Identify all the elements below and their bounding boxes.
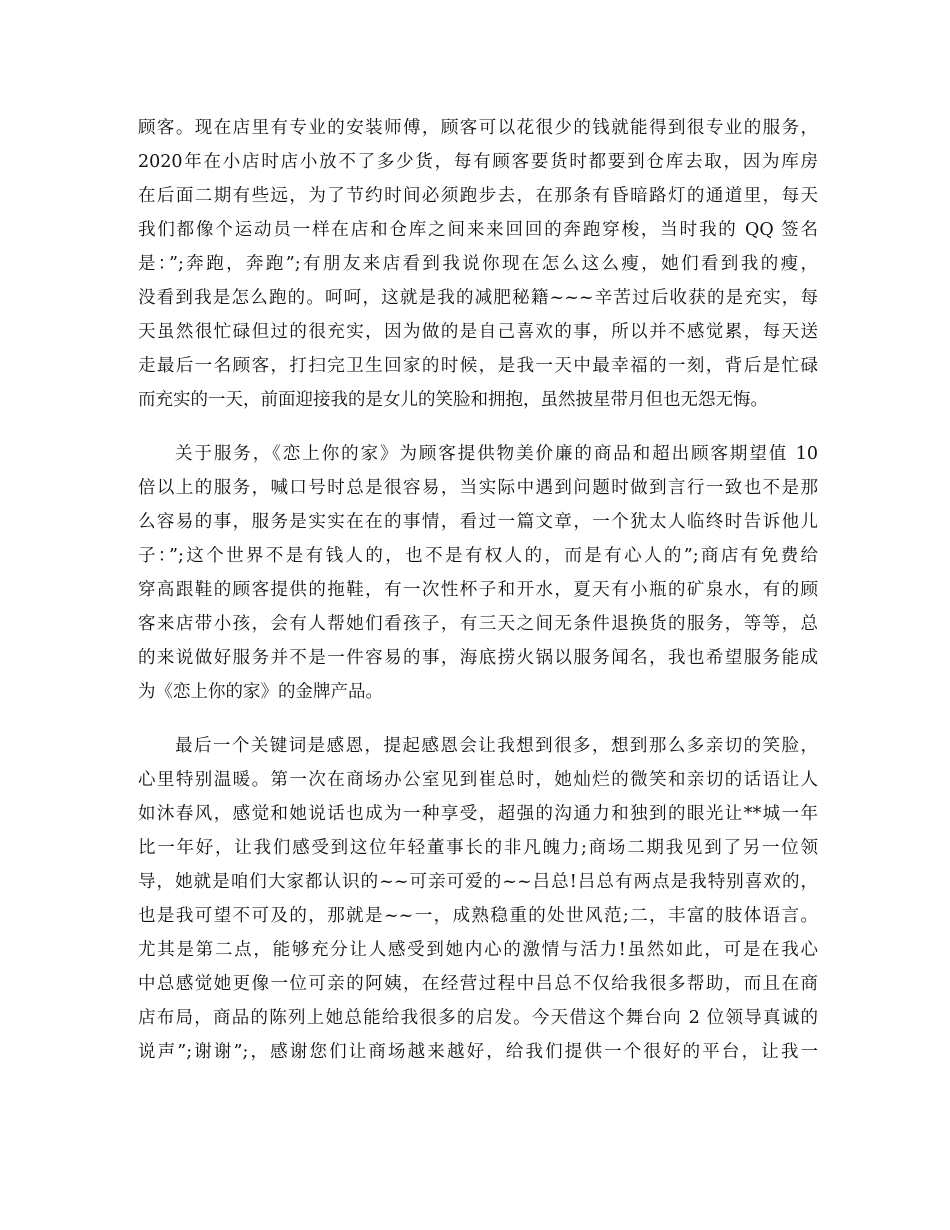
text-line: 顾客。现在店里有专业的安装师傅，顾客可以花很少的钱就能得到很专业的服务， [138, 118, 818, 138]
text-line: 而充实的一天，前面迎接我的是女儿的笑脸和拥抱，虽然披星带月但也无怨无悔。 [138, 390, 768, 410]
text-line: 天虽然很忙碌但过的很充实，因为做的是自己喜欢的事，所以并不感觉累，每天送 [138, 322, 818, 342]
text-line: 尤其是第二点，能够充分让人感受到她内心的激情与活力!虽然如此，可是在我心 [138, 940, 818, 960]
text-line: 客来店带小孩，会有人帮她们看孩子，有三天之间无条件退换货的服务，等等，总 [138, 614, 818, 634]
text-line: 心里特别温暖。第一次在商场办公室见到崔总时，她灿烂的微笑和亲切的话语让人 [138, 770, 818, 790]
text-line: 没看到我是怎么跑的。呵呵，这就是我的减肥秘籍~~~辛苦过后收获的是充实，每 [138, 288, 818, 308]
text-line: 我们都像个运动员一样在店和仓库之间来来回回的奔跑穿梭，当时我的 QQ 签名 [138, 220, 818, 240]
text-line: 导，她就是咱们大家都认识的~~可亲可爱的~~吕总!吕总有两点是我特别喜欢的， [138, 872, 818, 892]
text-line: 也是我可望不可及的，那就是~~一，成熟稳重的处世风范;二，丰富的肢体语言。 [138, 906, 818, 926]
text-line: 比一年好，让我们感受到这位年轻董事长的非凡魄力;商场二期我见到了另一位领 [138, 838, 818, 858]
text-line: 么容易的事，服务是实实在在的事情，看过一篇文章，一个犹太人临终时告诉他儿 [138, 512, 818, 532]
text-line: 的来说做好服务并不是一件容易的事，海底捞火锅以服务闻名，我也希望服务能成 [138, 648, 818, 668]
text-line: 为《恋上你的家》的金牌产品。 [138, 682, 383, 702]
paragraph-first-line: 关于服务，《恋上你的家》为顾客提供物美价廉的商品和超出顾客期望值 10 [175, 444, 818, 464]
text-line: 中总感觉她更像一位可亲的阿姨，在经营过程中吕总不仅给我很多帮助，而且在商 [138, 974, 818, 994]
text-line: 子：”;这个世界不是有钱人的，也不是有权人的，而是有心人的”;商店有免费给 [138, 546, 818, 566]
text-line: 如沐春风，感觉和她说话也成为一种享受，超强的沟通力和独到的眼光让**城一年 [138, 804, 818, 824]
text-line: 穿高跟鞋的顾客提供的拖鞋，有一次性杯子和开水，夏天有小瓶的矿泉水，有的顾 [138, 580, 818, 600]
text-line: 2020年在小店时店小放不了多少货，每有顾客要货时都要到仓库去取，因为库房 [138, 152, 818, 172]
text-line: 走最后一名顾客，打扫完卫生回家的时候，是我一天中最幸福的一刻，背后是忙碌 [138, 356, 818, 376]
text-line: 是：”;奔跑，奔跑”;有朋友来店看到我说你现在怎么这么瘦，她们看到我的瘦， [138, 254, 818, 274]
text-line: 店布局，商品的陈列上她总能给我很多的启发。今天借这个舞台向 2 位领导真诚的 [138, 1008, 818, 1028]
paragraph-first-line: 最后一个关键词是感恩，提起感恩会让我想到很多，想到那么多亲切的笑脸， [175, 736, 818, 756]
text-line: 说声”;谢谢”;，感谢您们让商场越来越好，给我们提供一个很好的平台，让我一 [138, 1042, 818, 1062]
text-line: 倍以上的服务，喊口号时总是很容易，当实际中遇到问题时做到言行一致也不是那 [138, 478, 818, 498]
text-line: 在后面二期有些远，为了节约时间必须跑步去，在那条有昏暗路灯的通道里，每天 [138, 186, 818, 206]
